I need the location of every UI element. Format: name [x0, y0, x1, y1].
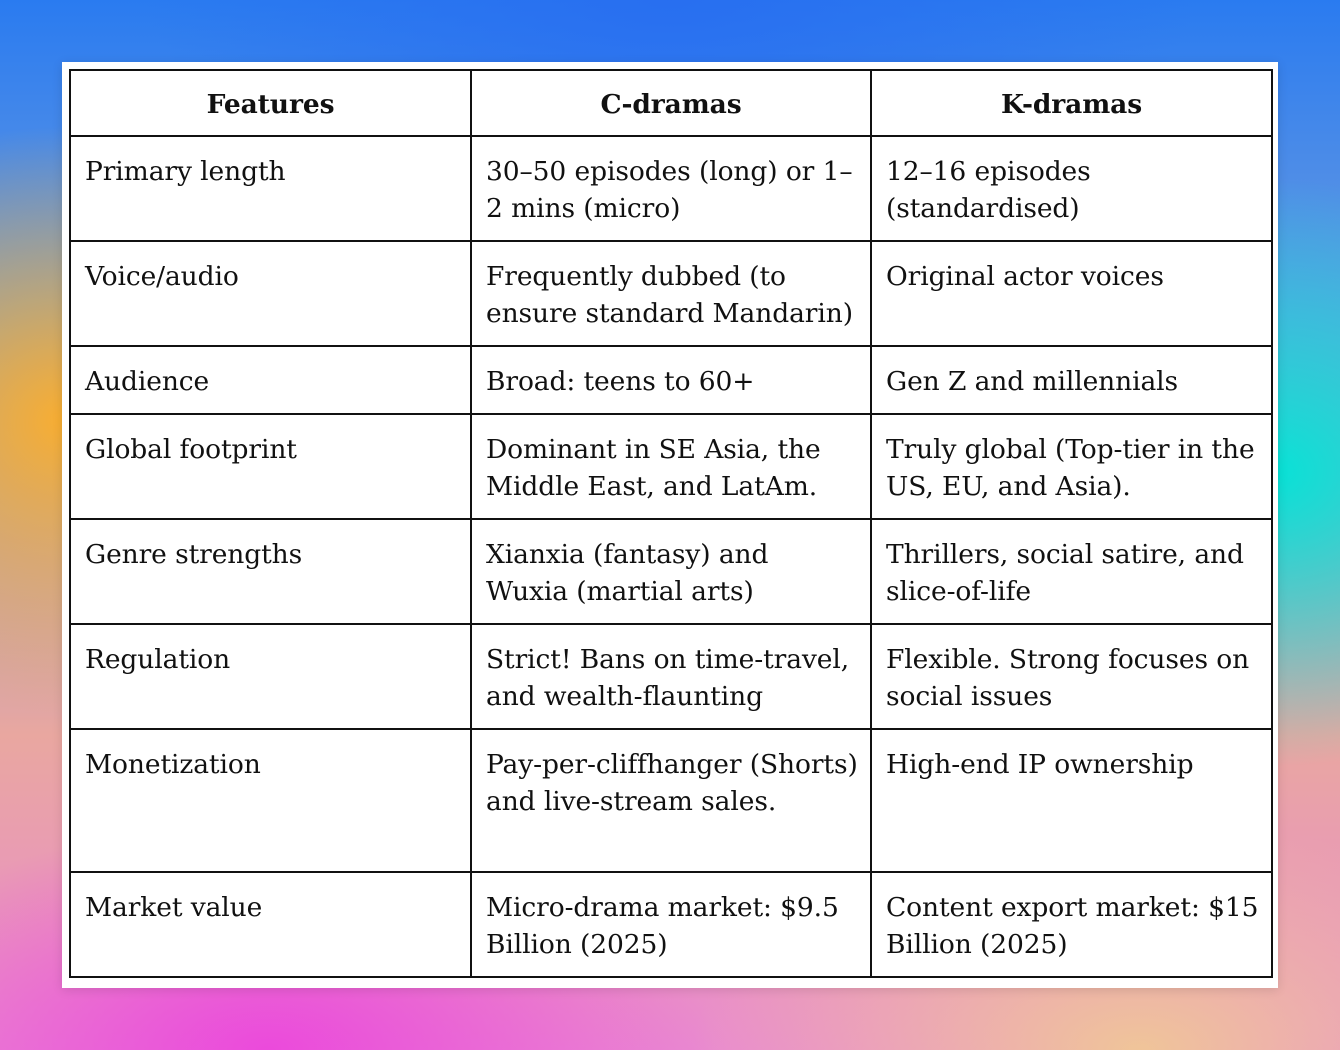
feature-cell: Market value	[70, 872, 471, 977]
feature-cell: Audience	[70, 346, 471, 414]
c-drama-cell: Frequently dubbed (to ensure standard Mandarin)	[471, 241, 871, 346]
k-drama-cell: Flexible. Strong focuses on social issues	[871, 624, 1272, 729]
header-row	[70, 70, 1272, 136]
table-row	[70, 729, 1272, 872]
table-row	[70, 346, 1272, 414]
k-drama-cell: Original actor voices	[871, 241, 1272, 346]
k-drama-cell: Content export market: $15 Billion (2025)	[871, 872, 1272, 977]
c-drama-cell: Dominant in SE Asia, the Middle East, and LatAm.	[471, 414, 871, 519]
comparison-table	[69, 69, 1273, 978]
feature-cell: Genre strengths	[70, 519, 471, 624]
header-c-dramas: C-dramas	[471, 70, 871, 136]
k-drama-cell: Truly global (Top-tier in the US, EU, and Asia).	[871, 414, 1272, 519]
k-drama-cell: Thrillers, social satire, and slice-of-life	[871, 519, 1272, 624]
feature-cell: Regulation	[70, 624, 471, 729]
table-row	[70, 519, 1272, 624]
c-drama-cell: Xianxia (fantasy) and Wuxia (martial arts)	[471, 519, 871, 624]
feature-cell: Global footprint	[70, 414, 471, 519]
k-drama-cell: Gen Z and millennials	[871, 346, 1272, 414]
c-drama-cell: Broad: teens to 60+	[471, 346, 871, 414]
k-drama-cell: High-end IP ownership	[871, 729, 1272, 872]
c-drama-cell: Pay-per-cliffhanger (Shorts) and live-stream sales.	[471, 729, 871, 872]
table-row	[70, 872, 1272, 977]
table-row	[70, 624, 1272, 729]
comparison-card	[62, 62, 1278, 988]
header-k-dramas: K-dramas	[871, 70, 1272, 136]
c-drama-cell: Micro-drama market: $9.5 Billion (2025)	[471, 872, 871, 977]
header-features: Features	[70, 70, 471, 136]
table-row	[70, 241, 1272, 346]
c-drama-cell: Strict! Bans on time-travel, and wealth-flaunting	[471, 624, 871, 729]
k-drama-cell: 12–16 episodes (standardised)	[871, 136, 1272, 241]
feature-cell: Voice/audio	[70, 241, 471, 346]
feature-cell: Monetization	[70, 729, 471, 872]
feature-cell: Primary length	[70, 136, 471, 241]
table-row	[70, 136, 1272, 241]
table-row	[70, 414, 1272, 519]
c-drama-cell: 30–50 episodes (long) or 1–2 mins (micro)	[471, 136, 871, 241]
